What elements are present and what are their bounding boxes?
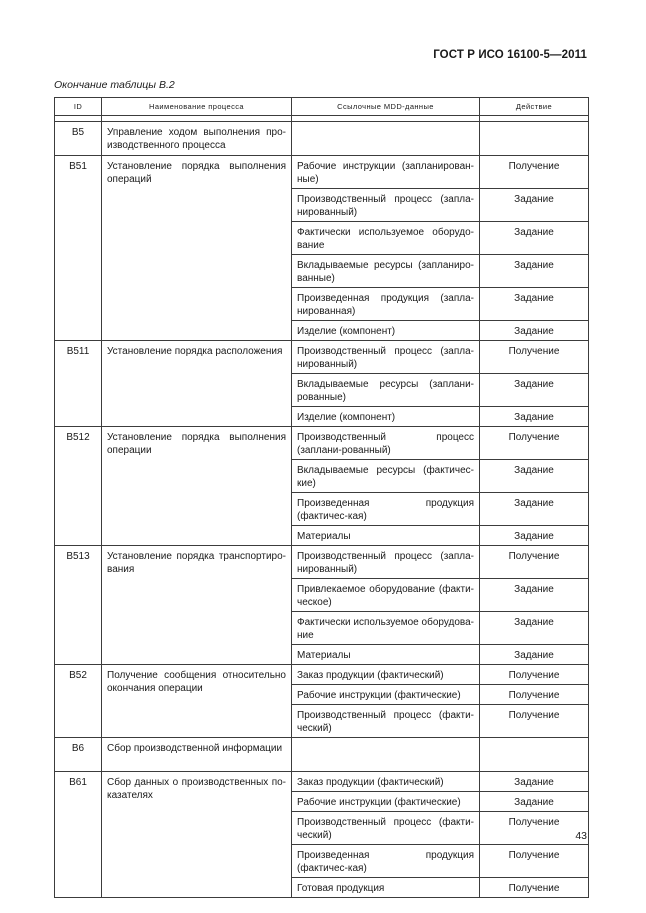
process-id-cell: B6 [55, 738, 102, 772]
mdd-data-cell [292, 122, 480, 156]
action-cell: Получение [480, 427, 589, 460]
header-mdd-data: Ссылочные MDD-данные [292, 98, 480, 116]
action-cell: Задание [480, 460, 589, 493]
table-row [55, 546, 589, 579]
mdd-data-cell: Производственный процесс (запла-нированный) [292, 341, 480, 374]
mdd-data-cell: Вкладываемые ресурсы (запланиро-ванные) [292, 255, 480, 288]
header-process-name: Наименование процесса [102, 98, 292, 116]
table-body [55, 116, 589, 898]
action-cell: Получение [480, 341, 589, 374]
action-cell: Задание [480, 579, 589, 612]
process-name-cell: Сбор производственной информации [102, 738, 292, 772]
header-action: Действие [480, 98, 589, 116]
mdd-data-cell: Рабочие инструкции (фактические) [292, 792, 480, 812]
process-id-cell: B512 [55, 427, 102, 546]
process-table [54, 97, 589, 898]
page-number: 43 [575, 830, 587, 842]
mdd-data-cell: Готовая продукция [292, 878, 480, 898]
table-row [55, 156, 589, 189]
process-name-cell: Получение сообщения относительно окончания операции [102, 665, 292, 738]
table-row [55, 738, 589, 772]
process-name-cell: Установление порядка транспортиро-вания [102, 546, 292, 665]
mdd-data-cell: Производственный процесс (запла-нированный) [292, 546, 480, 579]
action-cell: Задание [480, 321, 589, 341]
action-cell [480, 738, 589, 772]
action-cell: Задание [480, 288, 589, 321]
mdd-data-cell: Привлекаемое оборудование (факти-ческое) [292, 579, 480, 612]
action-cell: Задание [480, 612, 589, 645]
action-cell: Получение [480, 685, 589, 705]
action-cell: Получение [480, 546, 589, 579]
mdd-data-cell: Фактически используемое оборудова-ние [292, 612, 480, 645]
mdd-data-cell: Вкладываемые ресурсы (заплани-рованные) [292, 374, 480, 407]
mdd-data-cell: Производственный процесс (заплани-рованный) [292, 427, 480, 460]
mdd-data-cell: Фактически используемое оборудо-вание [292, 222, 480, 255]
process-id-cell: B52 [55, 665, 102, 738]
action-cell: Задание [480, 189, 589, 222]
process-id-cell: B513 [55, 546, 102, 665]
action-cell: Задание [480, 493, 589, 526]
table-row [55, 772, 589, 792]
mdd-data-cell: Производственный процесс (запла-нированный) [292, 189, 480, 222]
action-cell: Получение [480, 156, 589, 189]
action-cell: Получение [480, 665, 589, 685]
table-row [55, 427, 589, 460]
table-header-row [55, 98, 589, 116]
action-cell: Задание [480, 407, 589, 427]
mdd-data-cell: Вкладываемые ресурсы (фактичес-кие) [292, 460, 480, 493]
action-cell: Задание [480, 255, 589, 288]
document-standard-header: ГОСТ Р ИСО 16100-5—2011 [433, 49, 587, 61]
action-cell: Задание [480, 772, 589, 792]
mdd-data-cell: Изделие (компонент) [292, 321, 480, 341]
action-cell [480, 122, 589, 156]
header-id: ID [55, 98, 102, 116]
action-cell: Получение [480, 845, 589, 878]
action-cell: Задание [480, 645, 589, 665]
process-name-cell: Управление ходом выполнения про-изводственного процесса [102, 122, 292, 156]
mdd-data-cell: Произведенная продукция (запла-нированная) [292, 288, 480, 321]
process-id-cell: B51 [55, 156, 102, 341]
action-cell: Получение [480, 878, 589, 898]
mdd-data-cell: Рабочие инструкции (запланирован-ные) [292, 156, 480, 189]
process-id-cell: B61 [55, 772, 102, 898]
process-name-cell: Установление порядка расположения [102, 341, 292, 427]
process-id-cell: B511 [55, 341, 102, 427]
action-cell: Получение [480, 705, 589, 738]
mdd-data-cell: Заказ продукции (фактический) [292, 772, 480, 792]
table-row [55, 122, 589, 156]
action-cell: Задание [480, 374, 589, 407]
process-id-cell: B5 [55, 122, 102, 156]
mdd-data-cell [292, 738, 480, 772]
mdd-data-cell: Материалы [292, 645, 480, 665]
mdd-data-cell: Производственный процесс (факти-ческий) [292, 705, 480, 738]
mdd-data-cell: Материалы [292, 526, 480, 546]
action-cell: Задание [480, 526, 589, 546]
action-cell: Получение [480, 812, 589, 845]
process-name-cell: Сбор данных о производственных по-казателях [102, 772, 292, 898]
mdd-data-cell: Рабочие инструкции (фактические) [292, 685, 480, 705]
mdd-data-cell: Производственный процесс (факти-ческий) [292, 812, 480, 845]
action-cell: Задание [480, 792, 589, 812]
table-caption: Окончание таблицы В.2 [54, 79, 175, 91]
mdd-data-cell: Произведенная продукция (фактичес-кая) [292, 493, 480, 526]
process-name-cell: Установление порядка выполнения операций [102, 156, 292, 341]
table-row [55, 665, 589, 685]
process-name-cell: Установление порядка выполнения операции [102, 427, 292, 546]
mdd-data-cell: Произведенная продукция (фактичес-кая) [292, 845, 480, 878]
action-cell: Задание [480, 222, 589, 255]
mdd-data-cell: Изделие (компонент) [292, 407, 480, 427]
mdd-data-cell: Заказ продукции (фактический) [292, 665, 480, 685]
table-row [55, 341, 589, 374]
